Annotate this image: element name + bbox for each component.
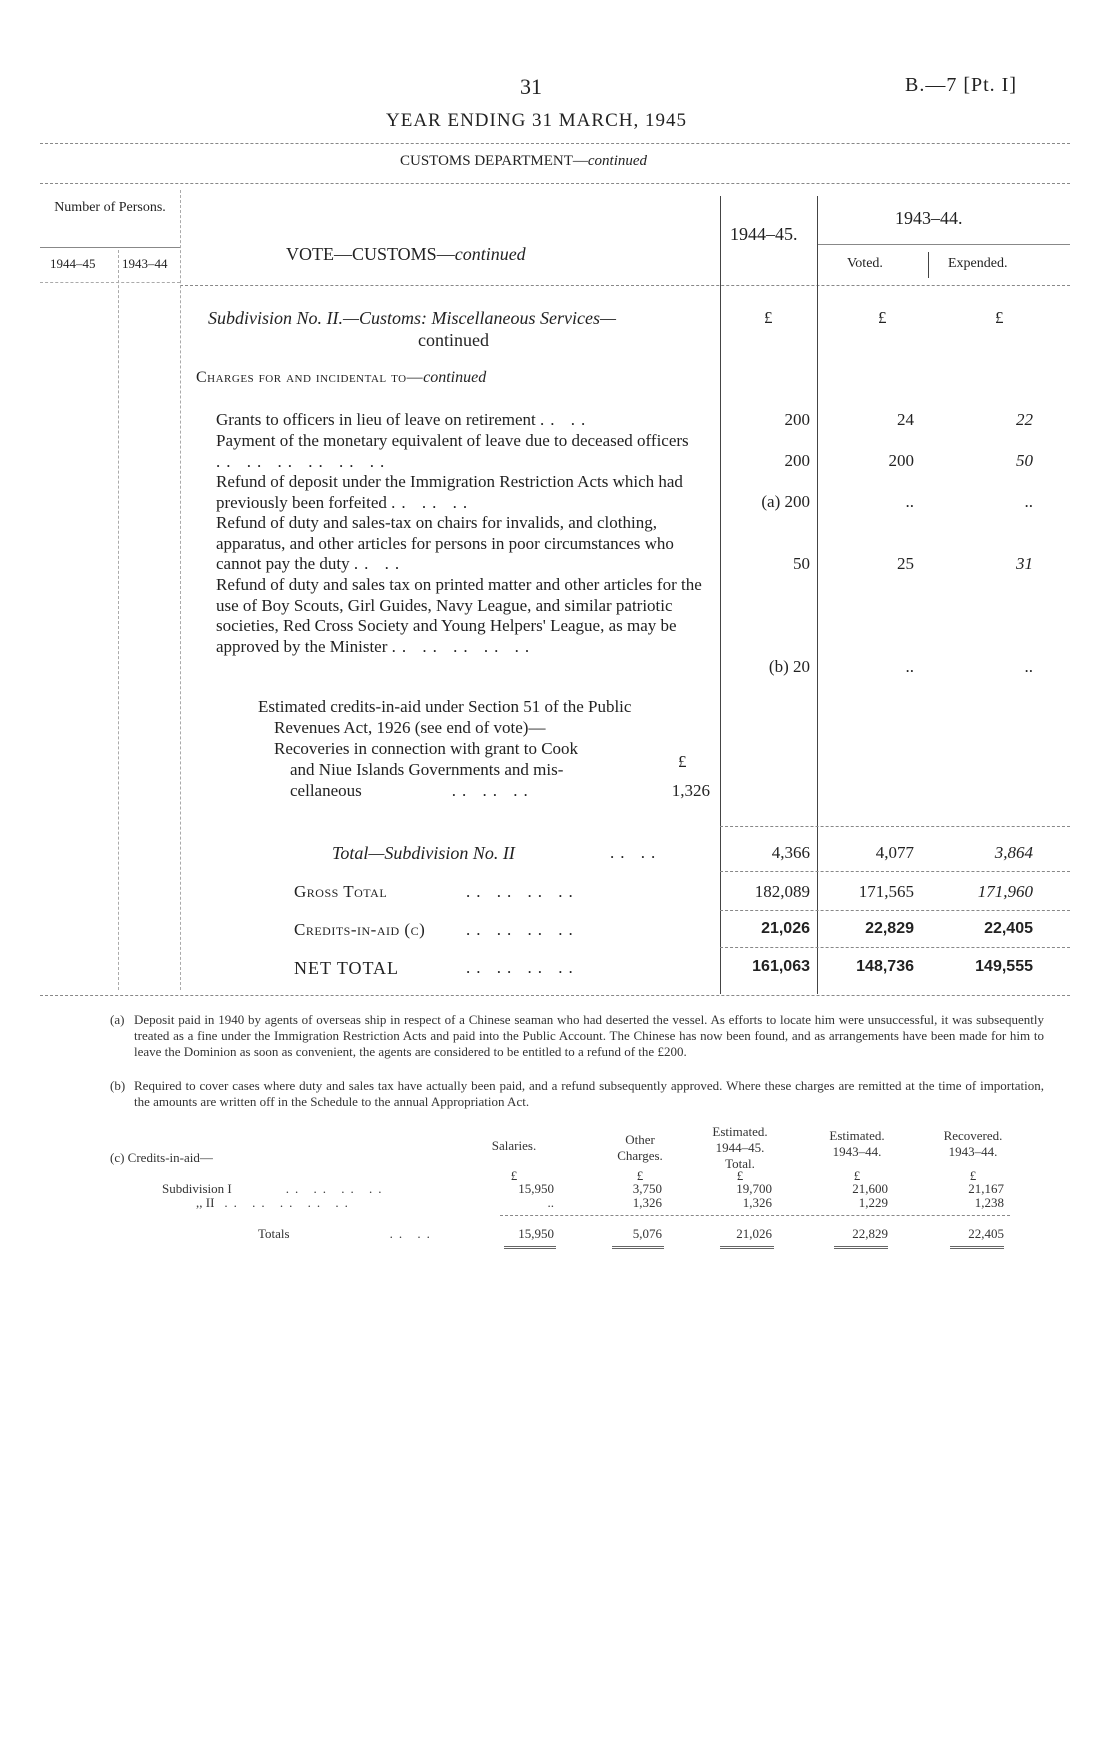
header-top-rule <box>40 183 1070 184</box>
col-header-est-1944: Estimated. 1944–45. Total. <box>712 1124 768 1171</box>
total-subdivision-est: 4,366 <box>771 843 810 862</box>
item-text-5: Refund of duty and sales tax on printed matter and other articles for the use of Boy Scouts, Girl Guides, Navy League, and similar patriotic societies, Red Cross Society and Young Helpers' League, as may be approved by the Minister .. .. .. .. .. <box>216 575 702 656</box>
persons-mid-rule <box>118 250 119 990</box>
ct-row-totals-salaries: 15,950 <box>518 1226 554 1241</box>
page-title: YEAR ENDING 31 MARCH, 1945 <box>386 110 687 131</box>
total-subdivision-label: Total—Subdivision No. II <box>332 843 515 863</box>
col-header-rec-1943: Recovered. 1943–44. <box>943 1128 1003 1159</box>
credits-table-label: (c) Credits-in-aid— <box>110 1150 213 1165</box>
ct-row-2-rec-1943: 1,238 <box>974 1195 1004 1210</box>
ct-row-2-est-1943: 1,229 <box>858 1195 888 1210</box>
gross-total-voted: 171,565 <box>858 882 914 901</box>
credits-in-aid-dots: .. .. .. .. <box>466 920 579 939</box>
total-subdivision-expended: 3,864 <box>994 843 1033 862</box>
footnote-b-mark: (b) <box>110 1078 126 1093</box>
ct-underline-4 <box>834 1246 888 1249</box>
persons-header-rule <box>40 247 180 248</box>
item-text-1: Grants to officers in lieu of leave on retirement .. .. <box>216 410 592 429</box>
footnote-b-text: Required to cover cases where duty and sales tax have actually been paid, and a refund subsequently approved. Where these charges are remitted at the time of importation, the amounts are written off in the Schedule to the annual Appropriation Act. <box>134 1078 1044 1109</box>
credits-in-aid-rule <box>720 947 1070 948</box>
credits-note-line-5: cellaneous .. .. .. <box>290 781 534 800</box>
year-1943-rule <box>818 244 1070 245</box>
total-subdivision-voted: 4,077 <box>875 843 914 862</box>
credits-note-currency: £ <box>678 752 687 771</box>
year-1944-header: 1944–45. <box>730 224 798 244</box>
persons-1943-header: 1943–44 <box>122 256 168 271</box>
item-voted-4: 25 <box>897 554 914 573</box>
ct-row-2-other: 1,326 <box>632 1195 662 1210</box>
footnote-a-text: Deposit paid in 1940 by agents of overseas ship in respect of a Chinese seaman who had deserted the vessel. As efforts to locate him were unsuccessful, it was subsequently treated as a fine under the Immigration Restriction Acts and paid into the Public Account. The Chinese has now been found, and as arrangements have been made for him to leave the Dominion as soon as convenient, the agents are considered to be entitled to a refund of the £200. <box>134 1012 1044 1059</box>
ct-currency-2: £ <box>636 1168 644 1183</box>
ct-row-1-other: 3,750 <box>632 1181 662 1196</box>
net-total-voted: 148,736 <box>856 958 914 975</box>
ct-row-2-est-1944: 1,326 <box>742 1195 772 1210</box>
ct-row-1-label: Subdivision I .. .. .. .. <box>162 1181 388 1196</box>
credits-note-line-1: Estimated credits-in-aid under Section 51 of the Public <box>258 697 632 716</box>
ct-currency-1: £ <box>510 1168 518 1183</box>
ct-row-1-salaries: 15,950 <box>518 1181 554 1196</box>
voted-header: Voted. <box>847 256 883 271</box>
gross-total-label: Gross Total <box>294 882 388 901</box>
item-voted-3: .. <box>905 492 914 511</box>
ct-row-2-label: ,, II .. .. .. .. .. <box>196 1195 354 1210</box>
persons-right-rule <box>180 190 181 990</box>
charges-heading: Charges for and incidental to—continued <box>196 369 487 386</box>
currency-expended: £ <box>995 308 1004 327</box>
item-est-5: (b) 20 <box>768 657 810 676</box>
subdivision-heading: Subdivision No. II.—Customs: Miscellaneous Services— <box>208 308 616 328</box>
ct-row-1-rec-1943: 21,167 <box>968 1181 1004 1196</box>
vote-title: VOTE—CUSTOMS—continued <box>286 244 526 264</box>
item-voted-1: 24 <box>897 410 914 429</box>
item-est-2: 200 <box>784 451 810 470</box>
item-est-3: (a) 200 <box>761 492 810 511</box>
ct-underline-1 <box>504 1246 556 1249</box>
credits-note-amount: 1,326 <box>671 781 710 800</box>
col-header-est-1943: Estimated. 1943–44. <box>829 1128 885 1159</box>
currency-est: £ <box>764 308 773 327</box>
ct-currency-4: £ <box>853 1168 861 1183</box>
department-suffix: continued <box>587 153 648 169</box>
credits-note-line-3: Recoveries in connection with grant to Cook <box>274 739 579 758</box>
item-est-4: 50 <box>793 554 810 573</box>
item-text-4: Refund of duty and sales-tax on chairs for invalids, and clothing, apparatus, and other articles for persons in poor circumstances who cannot pay the duty .. .. <box>216 513 674 573</box>
item-voted-5: .. <box>905 657 914 676</box>
total-top-rule <box>720 826 1070 827</box>
item-est-1: 200 <box>784 410 810 429</box>
footnote-a-mark: (a) <box>110 1012 125 1027</box>
voted-right-rule <box>928 252 929 278</box>
ct-row-1-est-1944: 19,700 <box>736 1181 772 1196</box>
item-expended-1: 22 <box>1016 410 1033 429</box>
ct-currency-3: £ <box>736 1168 744 1183</box>
gross-total-expended: 171,960 <box>977 882 1033 901</box>
expended-header: Expended. <box>948 256 1008 271</box>
ct-underline-2 <box>612 1246 664 1249</box>
credits-in-aid-est: 21,026 <box>761 920 810 937</box>
persons-subheader-rule <box>40 282 180 283</box>
title-rule <box>40 143 1070 144</box>
header-bottom-rule <box>180 285 1070 286</box>
ct-underline-5 <box>950 1246 1004 1249</box>
persons-column-title: Number of Persons. <box>54 200 166 215</box>
item-voted-2: 200 <box>888 451 914 470</box>
total-subdivision-dots: .. .. <box>610 843 662 862</box>
persons-1944-header: 1944–45 <box>50 256 96 271</box>
gross-total-est: 182,089 <box>754 882 810 901</box>
ct-row-totals-label: Totals .. .. <box>258 1226 436 1241</box>
ct-row-totals-rec-1943: 22,405 <box>968 1226 1004 1241</box>
gross-total-dots: .. .. .. .. <box>466 882 579 901</box>
credits-in-aid-label: Credits-in-aid (c) <box>294 920 426 939</box>
ct-row-totals-est-1944: 21,026 <box>736 1226 772 1241</box>
ct-row-1-est-1943: 21,600 <box>852 1181 888 1196</box>
net-total-dots: .. .. .. .. <box>466 958 579 977</box>
col-header-salaries: Salaries. <box>491 1138 537 1153</box>
item-expended-4: 31 <box>1016 554 1033 573</box>
ct-row-totals-other: 5,076 <box>632 1226 662 1241</box>
ct-underline-3 <box>720 1246 774 1249</box>
est-left-rule <box>720 196 721 994</box>
credits-note-line-4: and Niue Islands Governments and mis- <box>290 760 564 779</box>
credits-in-aid-voted: 22,829 <box>865 920 914 937</box>
ct-row-totals-est-1943: 22,829 <box>852 1226 888 1241</box>
item-expended-3: .. <box>1024 492 1033 511</box>
department-heading <box>400 153 647 170</box>
currency-voted: £ <box>878 308 887 327</box>
document-reference: B.—7 [Pt. I] <box>905 74 1017 96</box>
item-text-3: Refund of deposit under the Immigration Restriction Acts which had previously been forfeited .. .. .. <box>216 472 683 512</box>
net-total-label: NET TOTAL <box>294 958 400 978</box>
gross-total-rule <box>720 910 1070 911</box>
item-text-2: Payment of the monetary equivalent of leave due to deceased officers .. .. .. .. .. .. <box>216 431 689 471</box>
page-number: 31 <box>520 74 542 99</box>
credits-note-line-2: Revenues Act, 1926 (see end of vote)— <box>274 718 546 737</box>
ct-row-2-salaries: .. <box>547 1195 554 1210</box>
item-expended-5: .. <box>1024 657 1033 676</box>
subdivision-continued: continued <box>418 330 489 350</box>
item-expended-2: 50 <box>1016 451 1033 470</box>
col-header-other: Other Charges. <box>617 1132 663 1163</box>
table-bottom-rule <box>40 995 1070 996</box>
year-1943-header: 1943–44. <box>895 208 963 228</box>
department-name: CUSTOMS DEPARTMENT— <box>400 153 588 169</box>
credits-in-aid-expended: 22,405 <box>984 920 1033 937</box>
total-subdivision-rule <box>720 871 1070 872</box>
est-right-rule <box>817 196 818 994</box>
ct-subtotal-rule <box>500 1215 1010 1216</box>
ct-currency-5: £ <box>969 1168 977 1183</box>
net-total-expended: 149,555 <box>975 958 1033 975</box>
net-total-est: 161,063 <box>752 958 810 975</box>
